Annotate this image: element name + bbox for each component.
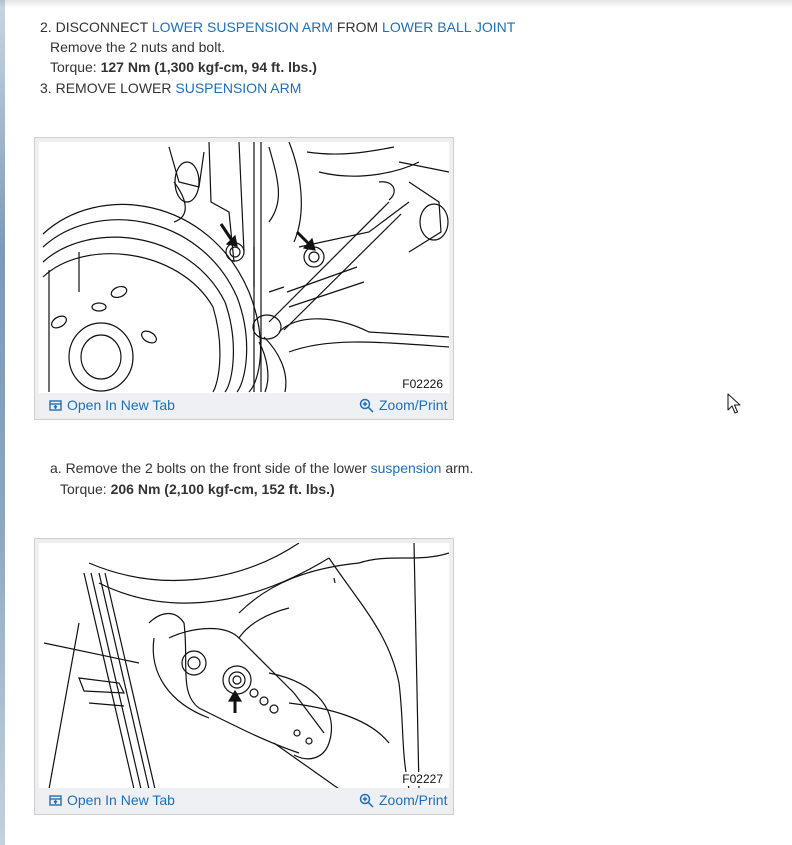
zoom-print-button[interactable]: [359, 396, 447, 414]
step-2-torque: [50, 58, 317, 76]
figure-2-image[interactable]: [39, 543, 449, 789]
substep-a: [50, 459, 473, 477]
figure-1: [34, 137, 454, 420]
step-number: 3.: [40, 80, 56, 96]
zoom-print-label: Zoom/Print: [379, 397, 448, 413]
torque-value: 206 Nm (2,100 kgf-cm, 152 ft. lbs.): [110, 481, 335, 497]
open-in-new-tab-label: Open In New Tab: [67, 397, 175, 413]
zoom-icon: [359, 398, 374, 413]
figure-code: F02226: [402, 377, 443, 391]
substep-text: arm.: [441, 460, 474, 476]
step-number: 2.: [40, 19, 56, 35]
zoom-icon: [359, 793, 374, 808]
zoom-print-button[interactable]: [359, 791, 447, 809]
step-2-detail: Remove the 2 nuts and bolt.: [50, 39, 226, 55]
step-3-heading: [40, 79, 301, 97]
top-shadow: [0, 0, 792, 8]
open-in-new-tab-button[interactable]: [49, 791, 175, 809]
suspension-link[interactable]: suspension: [370, 460, 442, 476]
zoom-print-label: Zoom/Print: [379, 792, 448, 808]
figure-2-toolbar: [39, 788, 449, 812]
figure-code: F02227: [402, 772, 443, 786]
open-in-new-tab-button[interactable]: [49, 396, 175, 414]
open-tab-icon: [49, 794, 62, 807]
step-text: FROM: [333, 19, 383, 35]
left-edge-strip: [0, 0, 5, 845]
figure-1-image[interactable]: [39, 142, 449, 394]
substep-a-torque: [60, 480, 335, 498]
mouse-cursor-icon: [727, 393, 741, 418]
torque-value: 127 Nm (1,300 kgf-cm, 94 ft. lbs.): [100, 59, 317, 75]
lower-arm-bolts-illustration: [39, 543, 449, 789]
figure-2: [34, 538, 454, 815]
step-text: REMOVE LOWER: [55, 80, 176, 96]
torque-label: Torque:: [60, 481, 111, 497]
step-2-heading: [40, 18, 515, 36]
lower-ball-joint-link[interactable]: LOWER BALL JOINT: [382, 19, 516, 35]
open-in-new-tab-label: Open In New Tab: [67, 792, 175, 808]
figure-1-toolbar: [39, 393, 449, 417]
open-tab-icon: [49, 399, 62, 412]
step-text: DISCONNECT: [55, 19, 152, 35]
torque-label: Torque:: [50, 59, 101, 75]
suspension-arm-link[interactable]: SUSPENSION ARM: [175, 80, 302, 96]
lower-suspension-arm-link[interactable]: LOWER SUSPENSION ARM: [151, 19, 334, 35]
suspension-diagram-illustration: [39, 142, 449, 394]
substep-text: a. Remove the 2 bolts on the front side of the lower: [50, 460, 371, 476]
